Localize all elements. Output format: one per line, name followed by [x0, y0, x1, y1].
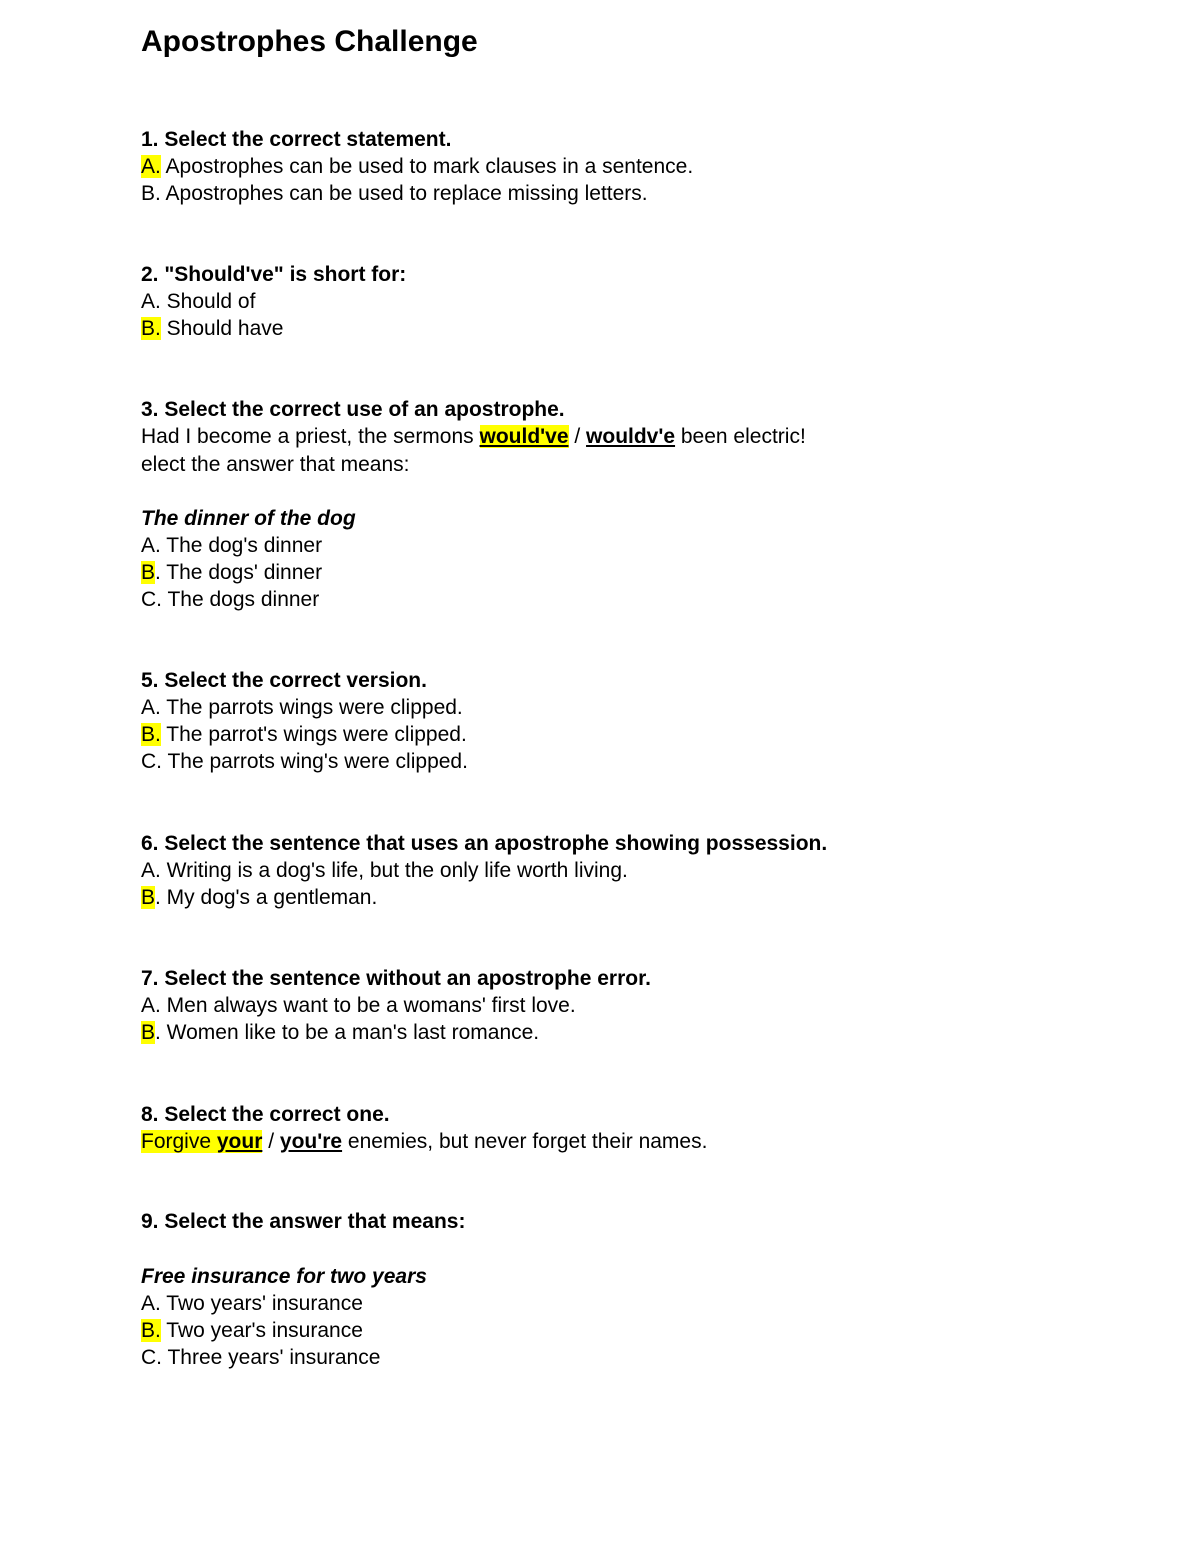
option-text: . My dog's a gentleman.	[155, 886, 378, 909]
option-letter: C	[141, 588, 157, 611]
question-5-option-b	[141, 721, 467, 748]
question-8-prompt: 8. Select the correct one.	[141, 1103, 390, 1126]
option-text: . The dogs' dinner	[155, 561, 323, 584]
question-5-option-c	[141, 748, 468, 775]
question-2-option-a	[141, 288, 255, 315]
option-letter: B.	[141, 182, 161, 205]
sentence-choice-2: you're	[279, 1130, 343, 1153]
question-9-option-b	[141, 1317, 363, 1344]
option-letter-highlighted: B	[141, 1021, 156, 1044]
option-text: Apostrophes can be used to replace missing letters.	[160, 182, 648, 205]
question-1-prompt: 1. Select the correct statement.	[141, 128, 452, 151]
option-letter-highlighted: B.	[141, 723, 161, 746]
sentence-before-highlighted: Forgive	[141, 1130, 217, 1153]
question-2-prompt: 2. "Should've" is short for:	[141, 263, 407, 286]
option-letter: A.	[141, 994, 161, 1017]
option-letter: A.	[141, 290, 161, 313]
question-3-option-a	[141, 532, 322, 559]
question-7-option-b	[141, 1019, 539, 1046]
question-3-italic-phrase: The dinner of the dog	[141, 507, 356, 530]
option-letter-highlighted: B.	[141, 1319, 161, 1342]
option-text: Should of	[160, 290, 256, 313]
option-text: Two year's insurance	[160, 1319, 363, 1342]
option-letter-highlighted: B	[141, 561, 156, 584]
question-6-prompt: 6. Select the sentence that uses an apostrophe showing possession.	[141, 832, 828, 855]
option-text: Two years' insurance	[160, 1292, 363, 1315]
question-1-option-b	[141, 180, 648, 207]
option-letter: C.	[141, 750, 162, 773]
option-text: Should have	[160, 317, 284, 340]
sentence-after: enemies, but never forget their names.	[342, 1130, 708, 1153]
sentence-choice-2: wouldv'e	[586, 425, 676, 448]
question-3-option-b	[141, 559, 322, 586]
question-2-option-b	[141, 315, 283, 342]
option-letter-highlighted: B.	[141, 317, 161, 340]
question-3-prompt: 3. Select the correct use of an apostrophe.	[141, 398, 565, 421]
sentence-separator: /	[262, 1130, 280, 1153]
option-text: The parrots wing's were clipped.	[162, 750, 468, 773]
question-3-subprompt: elect the answer that means:	[141, 453, 410, 476]
option-letter: A.	[141, 859, 161, 882]
option-text: . The dogs dinner	[156, 588, 320, 611]
sentence-before: Had I become a priest, the sermons	[141, 425, 480, 448]
question-3-option-c	[141, 586, 319, 613]
question-9-italic-phrase: Free insurance for two years	[141, 1265, 427, 1288]
page-title: Apostrophes Challenge	[141, 25, 478, 58]
option-letter-highlighted: A.	[141, 155, 161, 178]
sentence-choice-1-highlighted: would've	[479, 425, 569, 448]
option-letter: A.	[141, 696, 161, 719]
option-letter: A.	[141, 1292, 161, 1315]
option-text: Three years' insurance	[162, 1346, 381, 1369]
sentence-after: been electric!	[675, 425, 806, 448]
option-text: Writing is a dog's life, but the only life worth living.	[160, 859, 628, 882]
option-letter: A	[141, 534, 156, 557]
option-text: . The dog's dinner	[155, 534, 323, 557]
question-9-option-a	[141, 1290, 363, 1317]
question-3-sentence	[141, 423, 806, 450]
question-5-prompt: 5. Select the correct version.	[141, 669, 427, 692]
option-letter-highlighted: B	[141, 886, 156, 909]
question-6-option-a	[141, 857, 628, 884]
option-text: . Women like to be a man's last romance.	[155, 1021, 540, 1044]
question-5-option-a	[141, 694, 463, 721]
question-9-option-c	[141, 1344, 380, 1371]
option-text: The parrots wings were clipped.	[160, 696, 463, 719]
option-letter: C.	[141, 1346, 162, 1369]
sentence-choice-1-highlighted: your	[216, 1130, 263, 1153]
sentence-separator: /	[568, 425, 587, 448]
option-text: The parrot's wings were clipped.	[160, 723, 467, 746]
question-8-sentence	[141, 1128, 707, 1155]
question-1-option-a	[141, 153, 693, 180]
question-7-prompt: 7. Select the sentence without an apostrophe error.	[141, 967, 651, 990]
question-7-option-a	[141, 992, 576, 1019]
question-9-prompt: 9. Select the answer that means:	[141, 1210, 466, 1233]
option-text: Men always want to be a womans' first love.	[160, 994, 576, 1017]
option-text: Apostrophes can be used to mark clauses in a sentence.	[160, 155, 694, 178]
question-6-option-b	[141, 884, 377, 911]
